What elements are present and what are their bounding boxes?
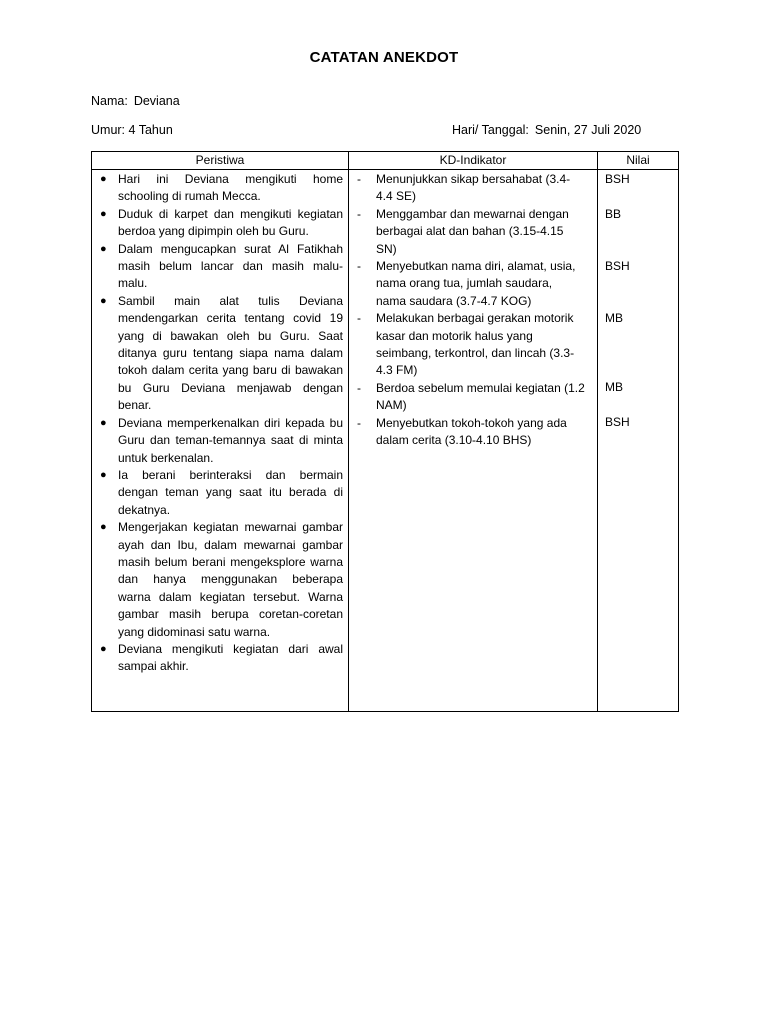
list-item: - Menyebutkan nama diri, alamat, usia, nama orang tua, jumlah saudara, nama saudara (3.7-4.7 KOG) [357,259,576,308]
list-item: ● Deviana memperkenalkan diri kepada bu Guru dan teman-temannya saat di minta untuk berkenalan. [100,415,343,465]
nilai-value: MB [605,311,623,325]
bullet-icon: ● [100,173,107,185]
nama-value: Deviana [133,94,180,108]
hari-tanggal-value: Senin, 27 Juli 2020 [534,123,642,137]
list-item: - Melakukan berbagai gerakan motorik kasar dan motorik halus yang seimbang, terkontrol, dan lincah (3.3-4.3 FM) [357,311,575,378]
dash-icon: - [357,311,361,326]
list-item: - Menyebutkan tokoh-tokoh yang ada dalam cerita (3.10-4.10 BHS) [357,415,567,448]
dash-icon: - [357,206,361,221]
header-kd-indikator: KD-Indikator [349,152,598,170]
list-item: ● Mengerjakan kegiatan mewarnai gambar ayah dan Ibu, dalam mewarnai gambar masih belum berani mengeksplore warna dan hanya menggunakan beberapa warna dalam kegiatan tersebut. Warna gambar masih berupa coretan-coretan yang didominasi satu warna. [100,520,343,639]
bullet-icon: ● [100,521,107,534]
dash-icon: - [357,259,361,274]
list-item: - Menunjukkan sikap bersahabat (3.4-4.4 SE) [357,172,571,204]
hari-tanggal-line [452,123,641,137]
nilai-list [598,170,678,711]
dash-icon: - [357,380,361,395]
list-item: - Berdoa sebelum memulai kegiatan (1.2 NAM) [357,380,585,413]
nilai-cell [598,170,679,712]
table-row [92,170,679,712]
kd-indikator-cell [349,170,598,712]
dash-icon: - [357,172,361,186]
list-item: ● Sambil main alat tulis Deviana mendengarkan cerita tentang covid 19 yang di bawakan oleh bu Guru. Saat ditanya guru tentang siapa nama dalam tokoh dalam cerita yang baru di bawakan bu Guru Deviana menjawab dengan benar. [100,293,343,413]
dash-icon: - [357,415,361,430]
header-peristiwa: Peristiwa [92,152,349,170]
bullet-icon: ● [100,207,107,220]
bullet-icon: ● [100,642,107,655]
nilai-value: BSH [605,415,630,429]
bullet-icon: ● [100,416,107,429]
nilai-value: MB [605,380,623,394]
list-item: ● Duduk di karpet dan mengikuti kegiatan berdoa yang dipimpin oleh bu Guru. [100,206,343,239]
nama-label: Nama: [91,94,128,108]
list-item: ● Ia berani berinteraksi dan bermain dengan teman yang saat itu berada di dekatnya. [100,467,343,517]
nama-line [91,94,180,108]
document-title: CATATAN ANEKDOT [309,49,459,66]
umur-label: Umur: [91,123,126,137]
peristiwa-cell [92,170,349,712]
header-nilai: Nilai [598,152,679,170]
hari-tanggal-label: Hari/ Tanggal: [452,123,529,137]
nilai-value: BSH [605,259,630,273]
anekdot-table [91,151,679,712]
table-header-row [92,152,679,170]
list-item: ● Dalam mengucapkan surat Al Fatikhah masih belum lancar dan masih malu-malu. [100,241,343,291]
list-item: ● Deviana mengikuti kegiatan dari awal sampai akhir. [100,641,343,674]
bullet-icon: ● [100,294,107,307]
list-item: - Menggambar dan mewarnai dengan berbagai alat dan bahan (3.15-4.15 SN) [357,206,569,256]
kd-indikator-list [349,171,597,450]
nilai-value: BB [605,207,622,221]
list-item: ● Hari ini Deviana mengikuti home schooling di rumah Mecca. [100,172,343,204]
bullet-icon: ● [100,468,107,481]
umur-line [91,123,173,137]
peristiwa-list [92,171,348,676]
nilai-value: BSH [605,172,630,186]
umur-value: 4 Tahun [128,123,173,137]
bullet-icon: ● [100,242,107,255]
